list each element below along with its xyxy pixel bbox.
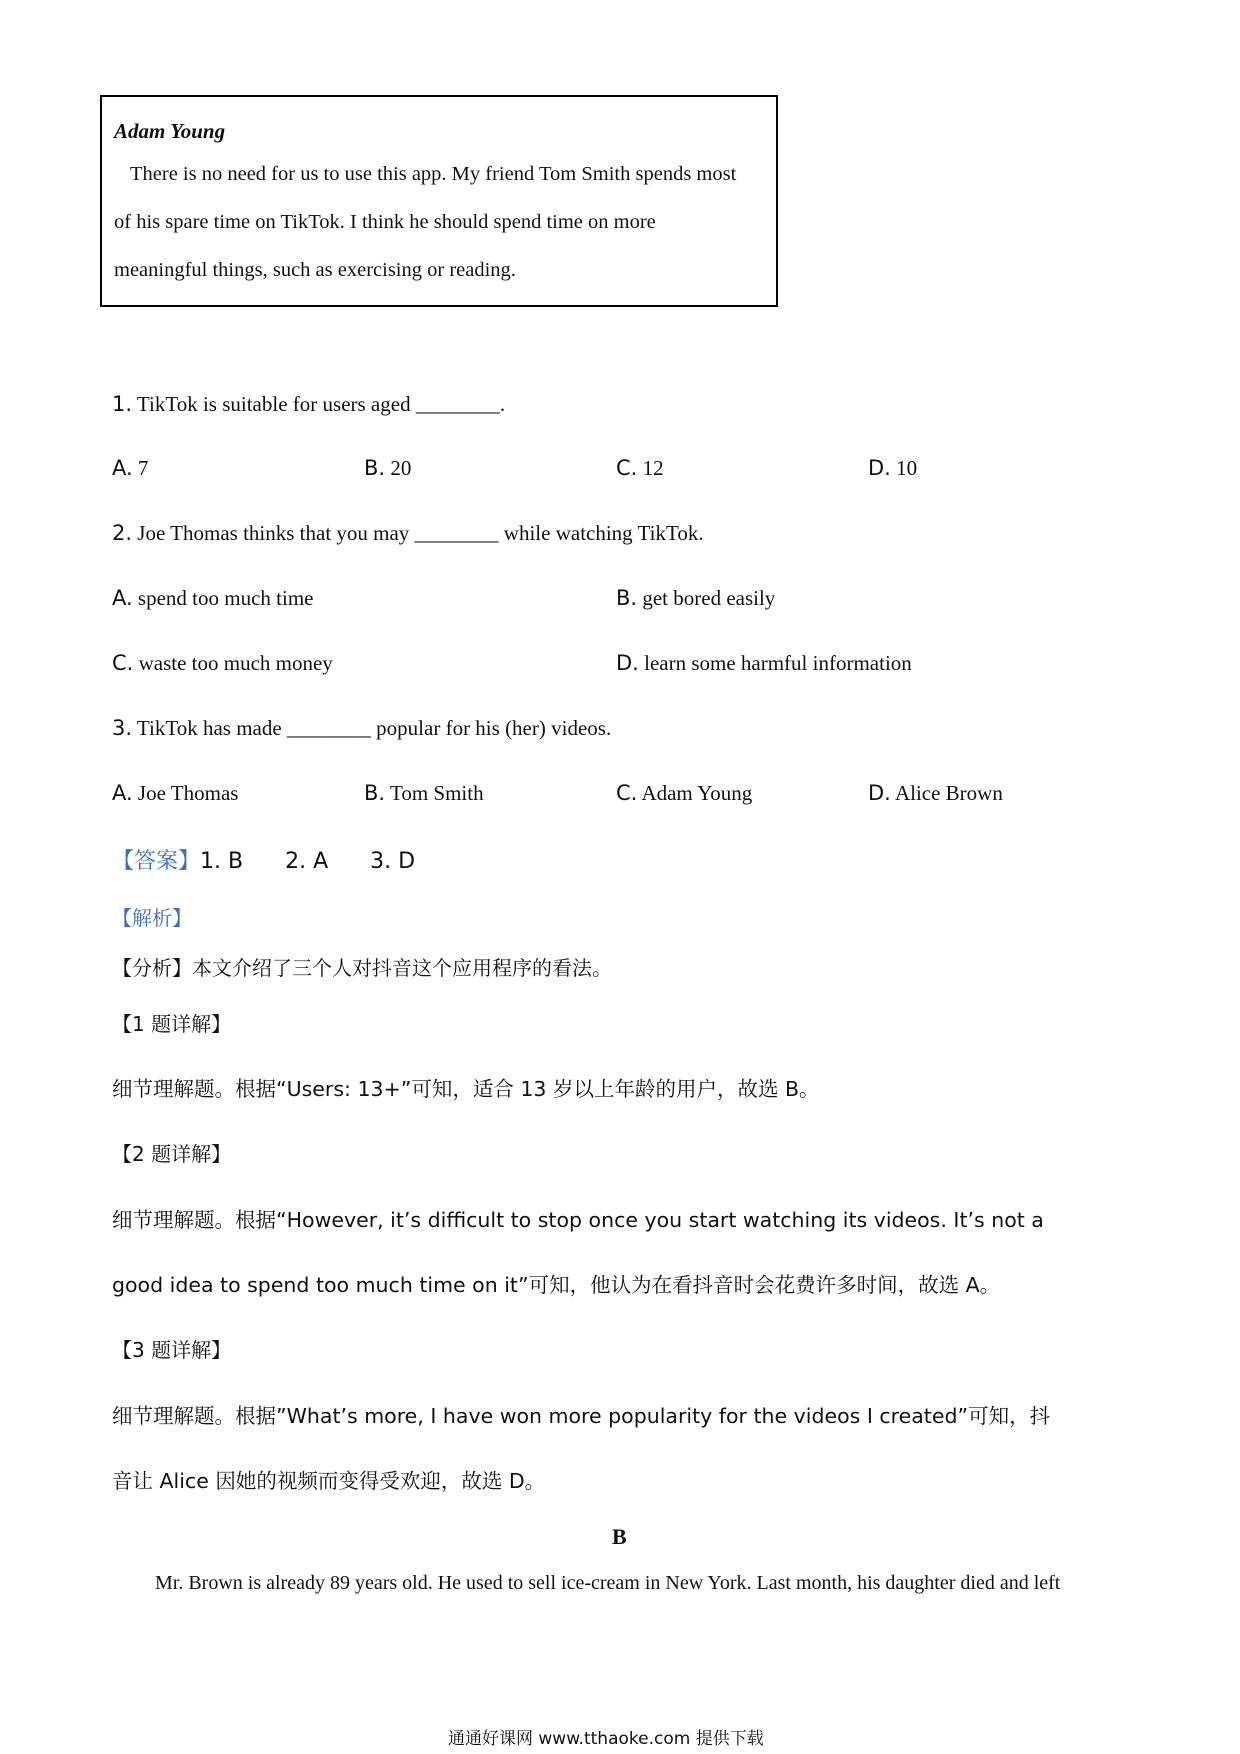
quote-author: Adam Young — [114, 119, 226, 143]
detail-text-2: good idea to spend too much time on it”可知，他认为在看抖音时会花费许多时间，故选 A。 — [112, 1273, 1001, 1297]
question-number: 1. — [112, 392, 133, 416]
answer-label: 【答案】 — [112, 849, 201, 874]
detail-heading-1: 【1 题详解】 — [112, 1012, 232, 1036]
option-1b: B. 20 — [364, 456, 412, 480]
option-2d: D. learn some harmful information — [616, 651, 912, 675]
quote-box — [100, 95, 778, 307]
footer-source: 通通好课网 www.tthaoke.com 提供下载 — [448, 1729, 764, 1749]
detail-heading-3: 【3 题详解】 — [112, 1338, 232, 1362]
section-b-first-line: Mr. Brown is already 89 years old. He used to sell ice-cream in New York. Last month, his daughter died and left — [155, 1572, 1061, 1594]
answer-item: 2. A — [285, 849, 329, 874]
detail-text-1: 细节理解题。根据“Users: 13+”可知，适合 13 岁以上年龄的用户，故选 B。 — [112, 1077, 820, 1101]
quote-line: of his spare time on TikTok. I think he should spend time on more — [114, 211, 656, 233]
question-number: 2. — [112, 521, 133, 545]
answer-item: 3. D — [370, 849, 416, 874]
question-1 — [112, 392, 505, 417]
question-stem: Joe Thomas thinks that you may ________ while watching TikTok. — [137, 521, 704, 545]
quote-line: meaningful things, such as exercising or reading. — [114, 259, 516, 281]
option-1d: D. 10 — [868, 456, 918, 480]
option-3d: D. Alice Brown — [868, 781, 1003, 805]
question-number: 3. — [112, 716, 133, 740]
option-3c: C. Adam Young — [616, 781, 753, 805]
section-b-title: B — [612, 1524, 627, 1549]
question-2 — [112, 521, 704, 546]
analysis-label: 【解析】 — [112, 906, 192, 930]
analysis-summary: 【分析】本文介绍了三个人对抖音这个应用程序的看法。 — [112, 956, 612, 980]
option-3b: B. Tom Smith — [364, 781, 484, 805]
answer-item: 1. B — [200, 849, 244, 874]
option-3a: A. Joe Thomas — [112, 781, 239, 805]
option-2a: A. spend too much time — [112, 586, 314, 610]
option-2c: C. waste too much money — [112, 651, 333, 675]
option-1c: C. 12 — [616, 456, 664, 480]
option-1a: A. 7 — [112, 456, 149, 480]
question-3 — [112, 716, 611, 741]
detail-text-3: 音让 Alice 因她的视频而变得受欢迎，故选 D。 — [112, 1469, 546, 1493]
detail-text-2: 细节理解题。根据“However, it’s difficult to stop once you start watching its videos. It’s not a — [112, 1208, 1044, 1232]
question-stem: TikTok has made ________ popular for his (her) videos. — [136, 716, 612, 740]
option-2b: B. get bored easily — [616, 586, 776, 610]
answer-line — [112, 844, 415, 875]
detail-heading-2: 【2 题详解】 — [112, 1142, 232, 1166]
quote-line: There is no need for us to use this app. My friend Tom Smith spends most — [130, 163, 737, 185]
detail-text-3: 细节理解题。根据”What’s more, I have won more popularity for the videos I created”可知，抖 — [112, 1404, 1051, 1428]
question-stem: TikTok is suitable for users aged ________. — [136, 392, 506, 416]
